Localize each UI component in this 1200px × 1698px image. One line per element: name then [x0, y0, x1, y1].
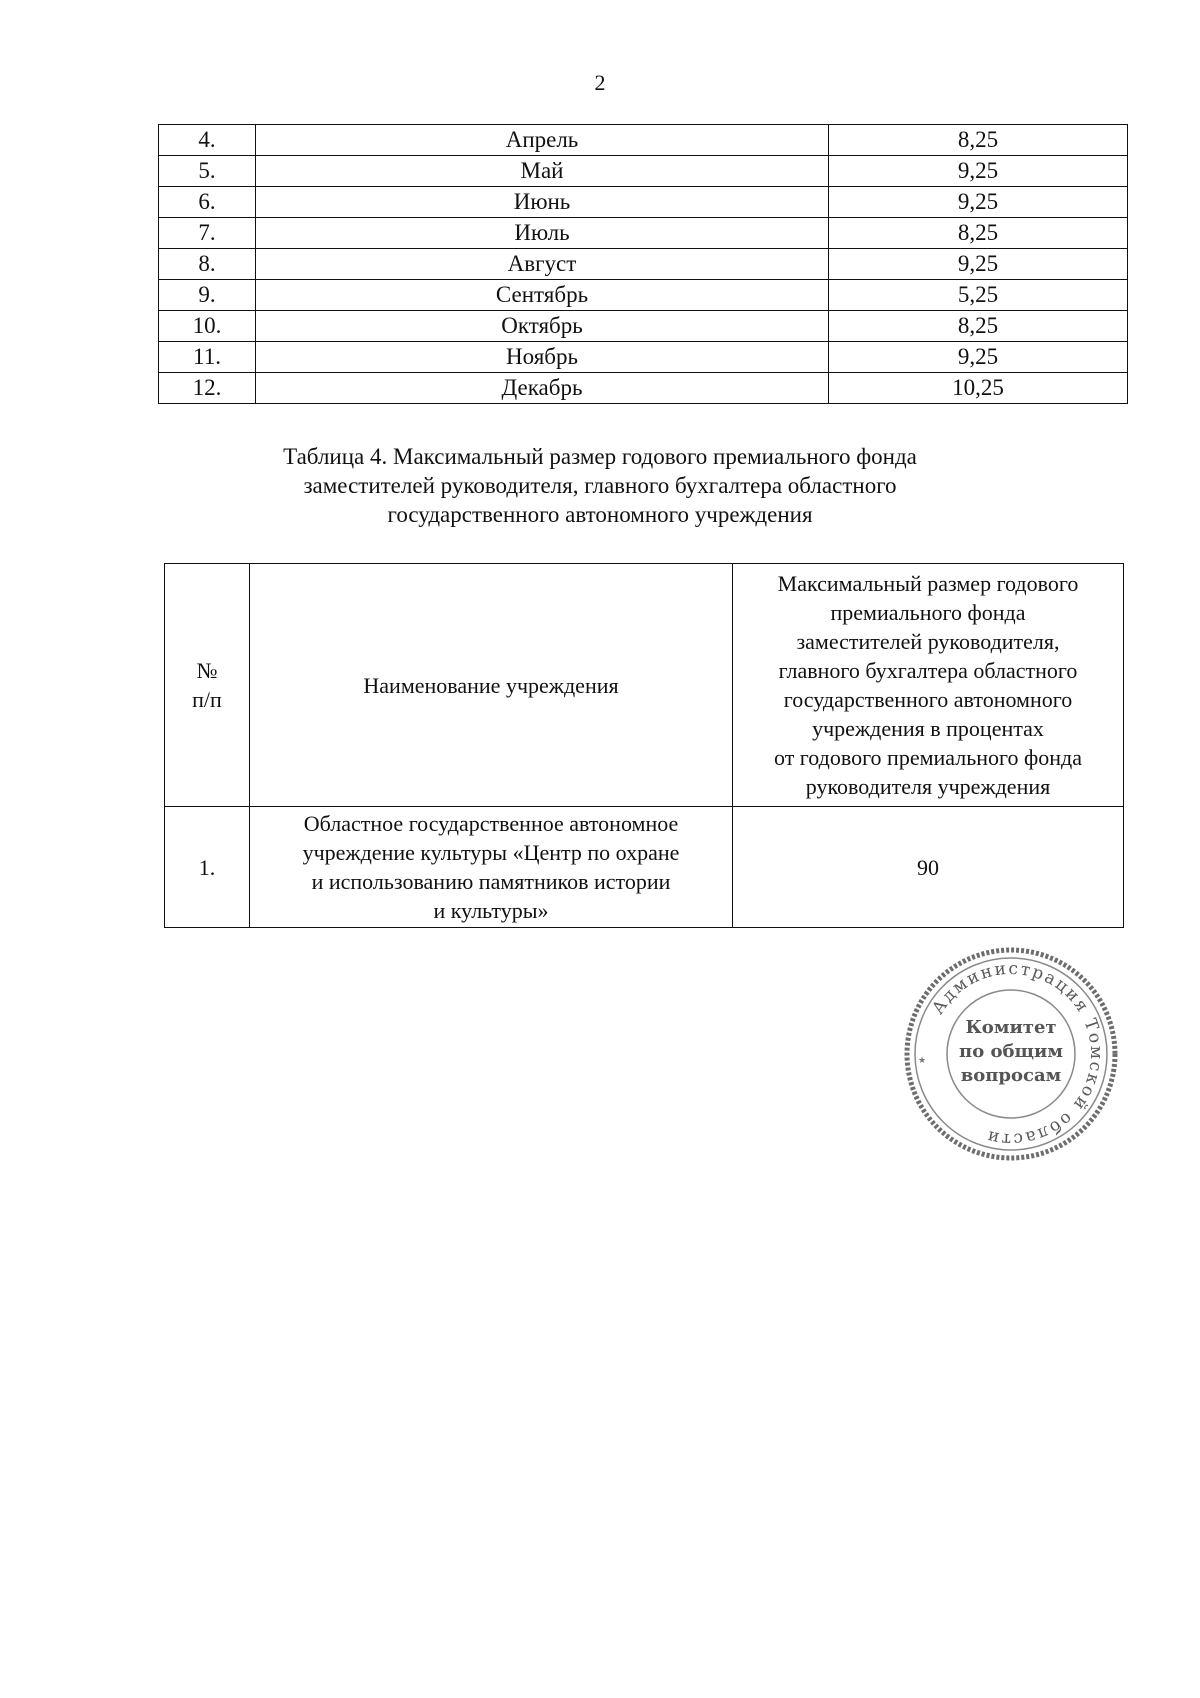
table-row — [165, 807, 1124, 928]
stamp-star-icon: ★ — [918, 1055, 927, 1065]
header-line: от годового премиального фонда — [773, 745, 1082, 770]
header-number-label: п/п — [192, 687, 222, 712]
header-line: главного бухгалтера областного — [778, 658, 1078, 683]
page-number: 2 — [594, 70, 606, 95]
name-line: и культуры» — [433, 898, 549, 923]
stamp-ring-text: Администрация Томской области — [928, 958, 1107, 1150]
row-value: 9,25 — [829, 187, 1128, 218]
header-line: учреждения в процентах — [812, 716, 1044, 741]
row-number: 4. — [159, 125, 256, 156]
header-line: заместителей руководителя, — [796, 629, 1060, 654]
row-number: 12. — [159, 373, 256, 404]
row-month: Июнь — [256, 187, 829, 218]
row-month: Апрель — [256, 125, 829, 156]
table-row — [159, 125, 1128, 156]
header-max-size — [733, 564, 1124, 807]
row-value: 8,25 — [829, 125, 1128, 156]
header-line: руководителя учреждения — [805, 774, 1051, 799]
row-month: Октябрь — [256, 311, 829, 342]
row-number: 5. — [159, 156, 256, 187]
row-value: 8,25 — [829, 311, 1128, 342]
row-month: Июль — [256, 218, 829, 249]
row-value: 9,25 — [829, 156, 1128, 187]
header-line: премиального фонда — [830, 600, 1026, 625]
row-month: Август — [256, 249, 829, 280]
name-line: Областное государственное автономное — [303, 811, 679, 836]
row-number: 1. — [165, 807, 250, 928]
header-number-sign: № — [196, 658, 218, 683]
caption-line: заместителей руководителя, главного бухгалтера областного — [303, 473, 897, 498]
header-number — [165, 564, 250, 807]
row-value: 8,25 — [829, 218, 1128, 249]
row-number: 7. — [159, 218, 256, 249]
stamp-center-line: вопросам — [960, 1065, 1062, 1086]
table-header-row — [165, 564, 1124, 807]
row-institution-name — [250, 807, 733, 928]
row-number: 6. — [159, 187, 256, 218]
row-number: 8. — [159, 249, 256, 280]
official-stamp — [902, 945, 1120, 1163]
stamp-center-line: Комитет — [965, 1017, 1057, 1038]
header-line: государственного автономного — [783, 687, 1073, 712]
row-number: 9. — [159, 280, 256, 311]
table-row — [159, 342, 1128, 373]
row-value: 9,25 — [829, 342, 1128, 373]
name-line: учреждение культуры «Центр по охране — [302, 840, 680, 865]
table-row — [159, 156, 1128, 187]
row-value: 9,25 — [829, 249, 1128, 280]
name-line: и использованию памятников истории — [311, 869, 671, 894]
table-row — [159, 280, 1128, 311]
header-line: Максимальный размер годового — [777, 571, 1079, 596]
row-number: 11. — [159, 342, 256, 373]
row-month: Май — [256, 156, 829, 187]
row-number: 10. — [159, 311, 256, 342]
table-row — [159, 187, 1128, 218]
months-table — [158, 124, 1128, 404]
header-institution-name: Наименование учреждения — [250, 564, 733, 807]
caption-line: Таблица 4. Максимальный размер годового премиального фонда — [283, 444, 917, 469]
table-caption — [0, 442, 1200, 529]
stamp-center-line: по общим — [959, 1041, 1063, 1062]
table-row — [159, 373, 1128, 404]
table-row — [159, 249, 1128, 280]
row-value: 5,25 — [829, 280, 1128, 311]
row-value: 10,25 — [829, 373, 1128, 404]
table-row — [159, 311, 1128, 342]
table-row — [159, 218, 1128, 249]
row-month: Ноябрь — [256, 342, 829, 373]
months-table-body — [159, 125, 1128, 404]
row-month: Декабрь — [256, 373, 829, 404]
row-month: Сентябрь — [256, 280, 829, 311]
caption-line: государственного автономного учреждения — [387, 502, 813, 527]
row-value: 90 — [733, 807, 1124, 928]
premium-fund-table — [164, 563, 1124, 928]
